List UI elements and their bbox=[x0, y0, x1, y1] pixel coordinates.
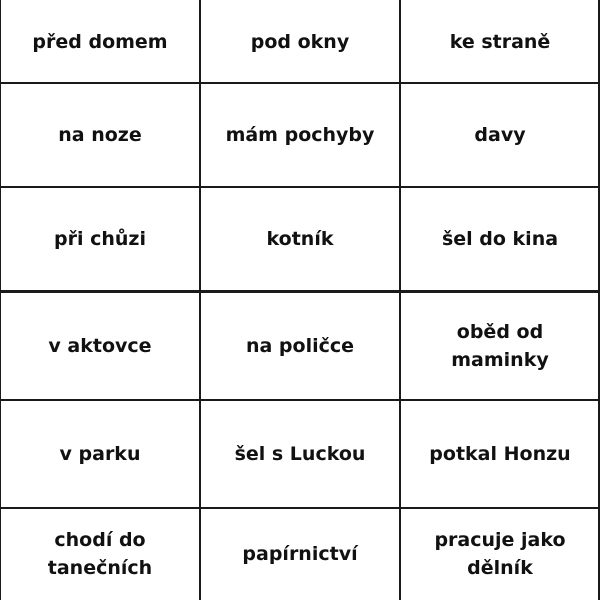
grid-line-horizontal bbox=[0, 186, 600, 188]
word-card: pracuje jako dělník bbox=[434, 529, 566, 579]
word-card: v parku bbox=[59, 443, 141, 465]
grid-line-vertical bbox=[399, 0, 401, 600]
word-card: davy bbox=[474, 124, 526, 146]
grid-line-horizontal bbox=[0, 82, 600, 84]
word-card: chodí do tanečních bbox=[47, 529, 153, 579]
word-card: šel do kina bbox=[441, 228, 559, 250]
word-card: mám pochyby bbox=[225, 124, 375, 146]
grid-line-horizontal bbox=[0, 399, 600, 401]
word-card: před domem bbox=[32, 30, 168, 53]
grid-line-horizontal-thick bbox=[0, 290, 600, 293]
word-card: šel s Luckou bbox=[234, 443, 366, 465]
word-card: oběd od maminky bbox=[451, 320, 549, 371]
grid-line-horizontal bbox=[0, 507, 600, 509]
word-card: na noze bbox=[58, 124, 142, 146]
grid-line-left bbox=[0, 0, 1, 600]
word-card: potkal Honzu bbox=[429, 443, 571, 465]
word-card: papírnictví bbox=[242, 543, 358, 565]
word-card: kotník bbox=[266, 228, 334, 250]
grid-line-vertical bbox=[199, 0, 201, 600]
word-card: pod okny bbox=[250, 30, 350, 53]
word-card: při chůzi bbox=[54, 228, 146, 250]
word-card: v aktovce bbox=[48, 334, 152, 357]
word-card: ke straně bbox=[449, 30, 551, 53]
word-card: na poličce bbox=[245, 334, 355, 357]
